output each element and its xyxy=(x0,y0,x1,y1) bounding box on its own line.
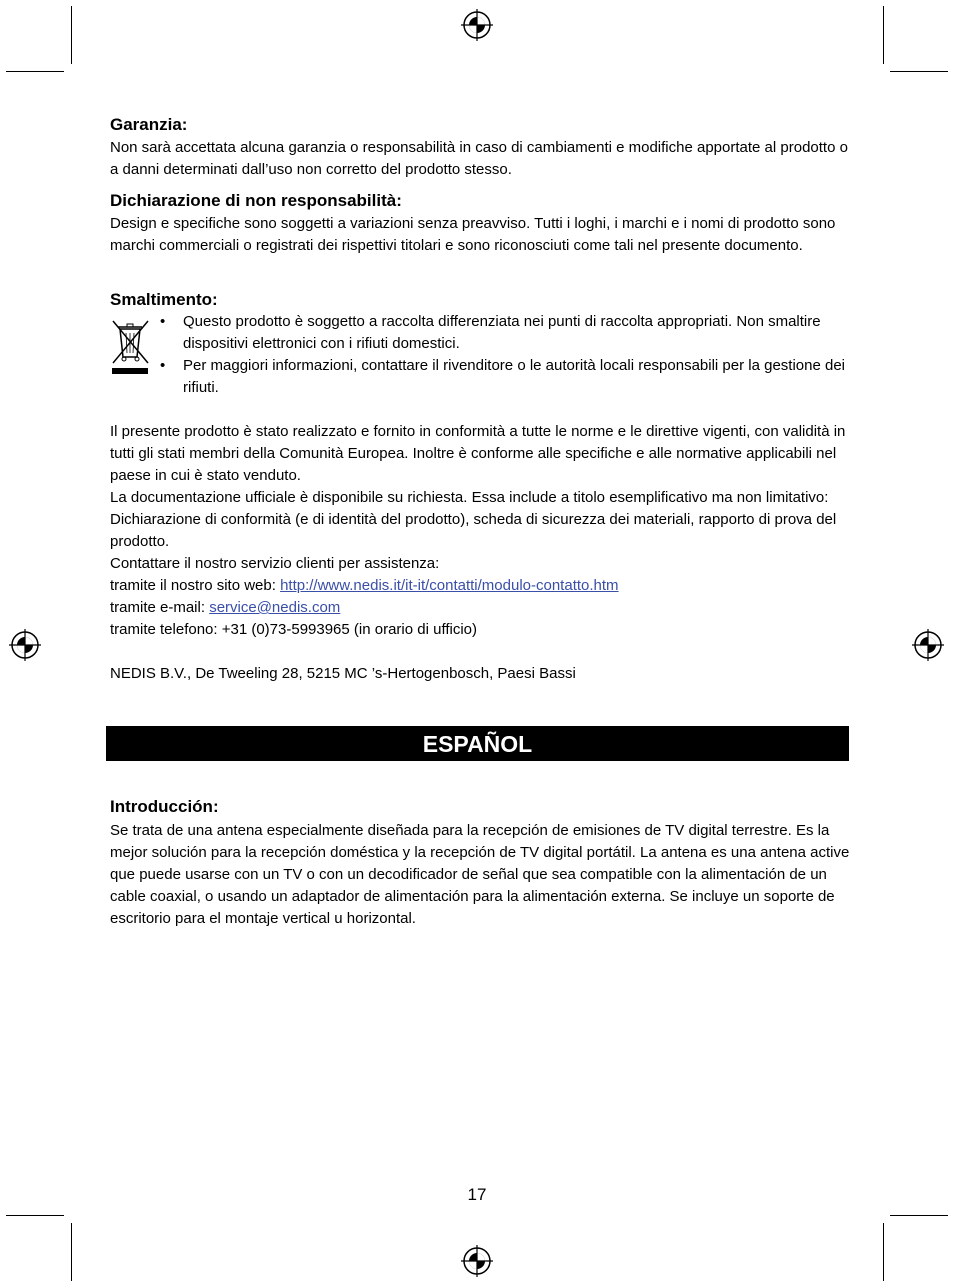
language-banner: ESPAÑOL xyxy=(106,726,849,761)
crop-mark xyxy=(71,6,72,64)
text-dichiarazione: Design e specifiche sono soggetti a variazioni senza preavviso. Tutti i loghi, i marchi e i nomi di prodotto sono marchi commerciali o registrati dei rispettivi titolari e sono riconosciuti come tali nel presente documento. xyxy=(110,215,836,254)
heading-dichiarazione: Dichiarazione di non responsabilità: xyxy=(110,191,402,210)
section-conformita xyxy=(110,421,852,685)
section-introduccion xyxy=(110,797,852,930)
page-number: 17 xyxy=(467,1185,487,1204)
registration-mark-icon xyxy=(9,629,41,661)
text-contact-intro: Contattare il nostro servizio clienti per assistenza: xyxy=(110,555,440,572)
bullet-text: Per maggiori informazioni, contattare il rivenditore o le autorità locali responsabili per la gestione dei rifiuti. xyxy=(183,357,846,396)
web-link[interactable]: http://www.nedis.it/it-it/contatti/modulo-contatto.htm xyxy=(280,577,619,594)
crop-mark xyxy=(71,1223,72,1281)
company-address: NEDIS B.V., De Tweeling 28, 5215 MC ’s-Hertogenbosch, Paesi Bassi xyxy=(110,665,576,682)
contact-phone-line: tramite telefono: +31 (0)73-5993965 (in orario di ufficio) xyxy=(110,621,478,638)
list-item xyxy=(160,355,852,399)
text-conformita-2: La documentazione ufficiale è disponibile su richiesta. Essa include a titolo esemplificativo ma non limitativo: Dichiarazione di conformità (e di identità del prodotto), scheda di sicurezza dei materiali, rapporto di prova del prodotto. xyxy=(110,489,837,550)
registration-mark-icon xyxy=(461,1245,493,1277)
text-introduccion: Se trata de una antena especialmente diseñada para la recepción de emisiones de TV digital terrestre. Es la mejor solución para la recepción doméstica y la recepción de TV digital portátil. La antena es una antena active que puede usarse con un TV o con un decodificador de señal que sea compatible con la alimentación de un cable coaxial, o usando un adaptador de alimentación para la alimentación externa. Se incluye un soporte de escritorio para el montaje vertical u horizontal. xyxy=(110,822,850,927)
web-label: tramite il nostro sito web: xyxy=(110,577,281,594)
registration-mark-icon xyxy=(912,629,944,661)
section-dichiarazione xyxy=(110,191,852,257)
crop-mark xyxy=(890,71,948,72)
crop-mark xyxy=(890,1215,948,1216)
list-item xyxy=(160,311,852,355)
crop-mark xyxy=(6,71,64,72)
bullet-icon: • xyxy=(160,357,166,374)
heading-smaltimento: Smaltimento: xyxy=(110,290,218,309)
email-label: tramite e-mail: xyxy=(110,599,210,616)
crop-mark xyxy=(6,1215,64,1216)
section-smaltimento xyxy=(110,290,852,399)
section-garanzia xyxy=(110,115,852,181)
smaltimento-bullet-list xyxy=(160,311,852,399)
bullet-text: Questo prodotto è soggetto a raccolta differenziata nei punti di raccolta appropriati. Non smaltire dispositivi elettronici con i rifiuti domestici. xyxy=(183,313,821,352)
weee-block xyxy=(110,311,852,399)
text-garanzia: Non sarà accettata alcuna garanzia o responsabilità in caso di cambiamenti e modifiche apportate al prodotto o a danni determinati dall’uso non corretto del prodotto stesso. xyxy=(110,139,848,178)
bullet-icon: • xyxy=(160,313,166,330)
text-conformita-1: Il presente prodotto è stato realizzato e fornito in conformità a tutte le norme e le direttive vigenti, con validità in tutti gli stati membri della Comunità Europea. Inoltre è conforme alle specifiche e alle normative applicabili nel paese in cui è stato venduto. xyxy=(110,423,846,484)
contact-email-line xyxy=(110,597,852,619)
crop-mark xyxy=(883,6,884,64)
registration-mark-icon xyxy=(461,9,493,41)
contact-web-line xyxy=(110,575,852,597)
heading-garanzia: Garanzia: xyxy=(110,115,188,134)
email-link[interactable]: service@nedis.com xyxy=(209,599,341,616)
heading-introduccion: Introducción: xyxy=(110,797,219,816)
weee-bin-icon xyxy=(110,317,152,377)
crop-mark xyxy=(883,1223,884,1281)
